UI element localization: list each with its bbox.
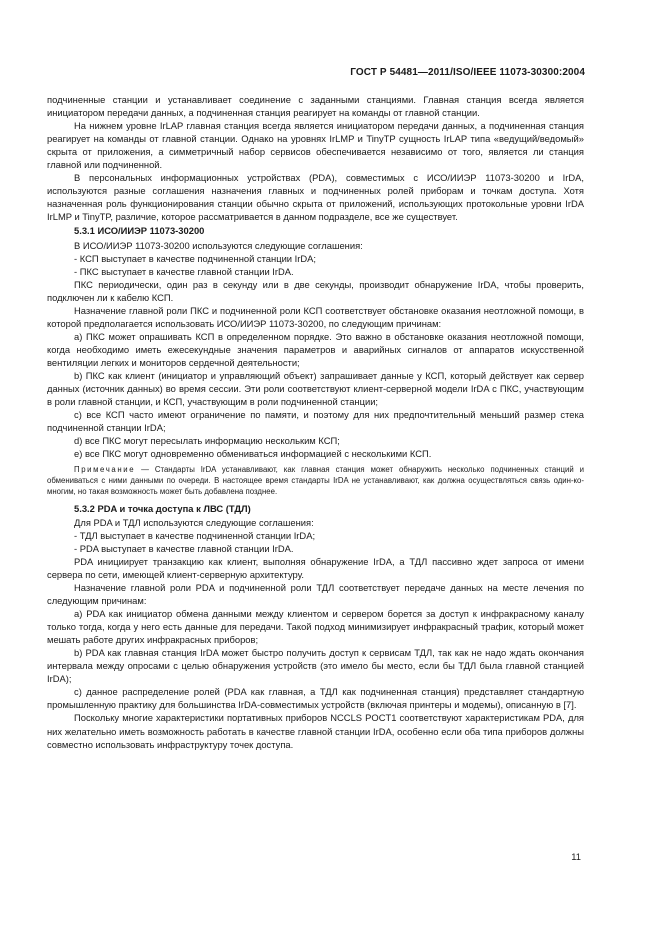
- list-item: е) все ПКС могут одновременно обмениваться информацией с несколькими КСП.: [74, 448, 432, 460]
- paragraph: Назначение главной роли ПКС и подчиненной роли КСП соответствует обстановке оказания неотложной помощи, в которой предполагается использовать ИСО/ИИЭР 11073-30200, по следующим причинам:: [47, 304, 584, 329]
- section-heading: 5.3.2 PDA и точка доступа к ЛВС (ТДЛ): [74, 502, 251, 514]
- paragraph: В персональных информационных устройствах (PDA), совместимых с ИСО/ИИЭР 11073-30200 и IrDA, используются разные соглашения назначения главных и подчиненных ролей приборам и точкам доступа. Хотя назначенная роль функционирования станции обычно скрыта от приложений, использующих протокольные уровни IrDA IrLMP и TinyTP, различие, которое рассматривается в данном подразделе, все же существует.: [47, 172, 584, 223]
- list-item: а) PDA как инициатор обмена данными между клиентом и сервером борется за доступ к инфракрасному каналу только тогда, когда у него есть данные для передачи. Такой подход минимизирует инфракрасный трафик, который может мешать работе других инфракрасных приборов;: [47, 608, 584, 646]
- section-heading: 5.3.1 ИСО/ИИЭР 11073-30200: [74, 225, 205, 237]
- note-label: Примечание: [74, 465, 136, 475]
- document-body: [47, 93, 584, 751]
- list-item: с) данное распределение ролей (PDA как главная, а ТДЛ как подчиненная станция) представляет стандартную промышленную практику для большинства IrDA-совместимых устройств (включая принтеры и модемы), описанную в [7].: [47, 686, 584, 711]
- paragraph: В ИСО/ИИЭР 11073-30200 используются следующие соглашения:: [74, 239, 363, 251]
- paragraph: Назначение главной роли PDA и подчиненной роли ТДЛ соответствует передаче данных на месте лечения по следующим причинам:: [47, 581, 584, 607]
- paragraph: подчиненные станции и устанавливает соединение с заданными станциями. Главная станция всегда является инициатором передачи данных, а подчиненная станция реагирует на команды от главной станции.: [47, 94, 584, 119]
- list-item: b) ПКС как клиент (инициатор и управляющий объект) запрашивает данные у КСП, который действует как сервер данных (источник данных) во время сессии. Эти роли соответствуют клиент-серверной модели IrDA с ПКС, участвующим в роли главной станции, и КСП, участвующим в роли подчиненной станции;: [47, 369, 584, 408]
- list-item: а) ПКС может опрашивать КСП в определенном порядке. Это важно в обстановке оказания неотложной помощи, когда необходимо иметь ежесекундные значения параметров и аварийных сигналов от аппаратов искусственной вентиляции легких и мониторов сердечной деятельности;: [47, 330, 584, 368]
- list-item: - КСП выступает в качестве подчиненной станции IrDA;: [74, 252, 317, 264]
- paragraph: Для PDA и ТДЛ используются следующие соглашения:: [74, 516, 314, 528]
- note-text: — Стандарты IrDA устанавливают, как главная станция может обнаружить несколько подчиненных станций и обмениваться с ними данными по очереди. В настоящее время стандарты IrDA не устанавливают, как должна осуществляться связь один-ко-многим, но такая возможность может быть добавлена позднее.: [47, 465, 584, 496]
- list-item: d) все ПКС могут пересылать информацию нескольким КСП;: [74, 435, 340, 447]
- list-item: - ПКС выступает в качестве главной станции IrDA.: [74, 265, 294, 277]
- paragraph: На нижнем уровне IrLAP главная станция всегда является инициатором передачи данных, а подчиненная станция реагирует на команды от главной станции. Однако на уровнях IrLMP и TinyTP сущность IrLAP типа «ведущий/ведомый» скрыта от приложения, а симметричный набор сервисов обеспечивается независимо от того, является ли станция главной или подчиненной.: [47, 120, 584, 171]
- document-header: ГОСТ Р 54481—2011/ISO/IEEE 11073-30300:2004: [350, 67, 585, 78]
- list-item: с) все КСП часто имеют ограничение по памяти, и поэтому для них предпочтительный меньший размер стека подчиненной станции IrDA;: [47, 409, 584, 434]
- note: [47, 465, 584, 497]
- paragraph: Поскольку многие характеристики портативных приборов NCCLS POCT1 соответствуют характеристикам PDA, для них желательно иметь возможность работать в качестве главной станции IrDA, особенно если оба типа приборов должны совместно использовать инфраструктуру точек доступа.: [47, 712, 584, 750]
- list-item: - PDA выступает в качестве главной станции IrDA.: [74, 542, 294, 554]
- paragraph: PDA инициирует транзакцию как клиент, выполняя обнаружение IrDA, а ТДЛ пассивно ждет запроса от имени сервера по сети, имеющей клиент-серверную архитектуру.: [47, 555, 584, 580]
- list-item: - ТДЛ выступает в качестве подчиненной станции IrDA;: [74, 529, 316, 541]
- list-item: b) PDA как главная станция IrDA может быстро получить доступ к сервисам ТДЛ, так как не надо ждать окончания интервала между опросами с целью обнаружения устройств (это имело бы место, если бы ТДЛ была главной станцией IrDA);: [47, 647, 584, 685]
- paragraph: ПКС периодически, один раз в секунду или в две секунды, производит обнаружение IrDA, чтобы проверить, подключен ли к кабелю КСП.: [47, 278, 584, 303]
- page-number: 11: [571, 851, 581, 862]
